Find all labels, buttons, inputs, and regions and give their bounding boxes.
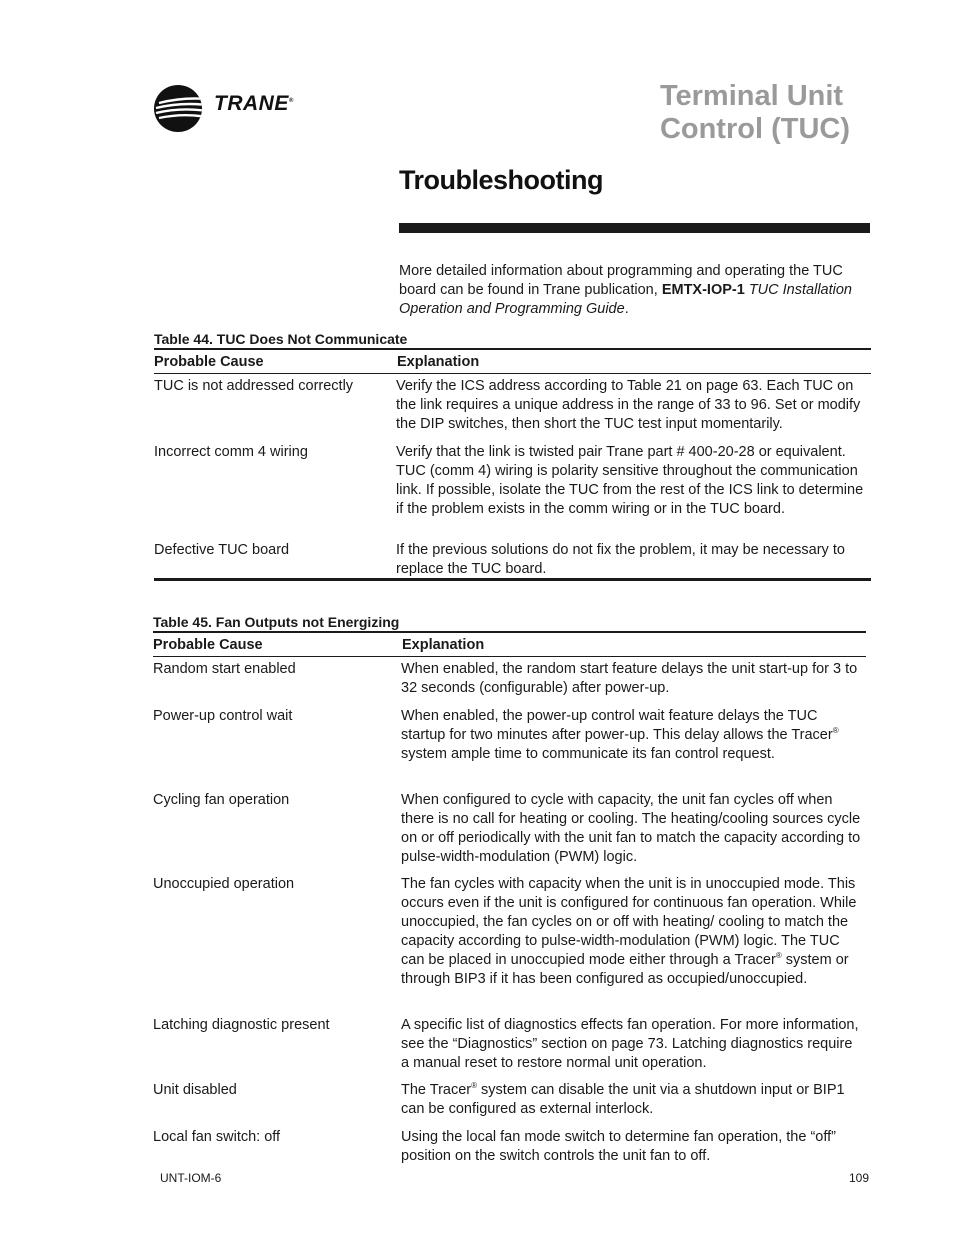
table45-row7-explanation: Using the local fan mode switch to determine fan operation, the “off” position on the switch controls the unit fan to off. (401, 1129, 836, 1164)
table45-row3-cause: Cycling fan operation (153, 792, 290, 808)
table45-row6-cause: Unit disabled (153, 1082, 237, 1098)
trane-logo-icon (153, 84, 205, 134)
table45-row4-cause: Unoccupied operation (153, 876, 295, 892)
table45-header-explanation: Explanation (402, 637, 485, 653)
footer-doc-code: UNT-IOM-6 (160, 1171, 222, 1185)
footer-page-number: 109 (849, 1171, 870, 1185)
title-rule (399, 223, 870, 233)
publication-code: EMTX-IOP-1 (661, 282, 745, 298)
table44-caption: Table 44. TUC Does Not Communicate (154, 331, 408, 347)
table45-row6-explanation: The Tracer® system can disable the unit via a shutdown input or BIP1 can be configured as external interlock. (401, 1081, 845, 1117)
brand-wordmark: TRANE® (214, 92, 294, 115)
table44-header-rule (154, 373, 871, 374)
publication-title: TUC Installation Operation and Programming Guide (399, 282, 852, 317)
table44-top-rule (154, 348, 871, 350)
table45-top-rule (153, 631, 866, 633)
table45-header-cause: Probable Cause (153, 637, 263, 653)
table45-row3-explanation: When configured to cycle with capacity, the unit fan cycles off when there is no call for heating or cooling. The heating/cooling sources cycle on or off periodically with the unit fan to match the capacity according to pulse-width-modulation (PWM) logic. (401, 792, 861, 865)
table45-row1-explanation: When enabled, the random start feature delays the unit start-up for 3 to 32 seconds (configurable) after power-up. (401, 661, 858, 696)
table44-header-cause: Probable Cause (154, 354, 264, 370)
table45-caption: Table 45. Fan Outputs not Energizing (153, 614, 400, 630)
table44-row2-cause: Incorrect comm 4 wiring (154, 444, 308, 460)
document-title-line1: Terminal Unit (659, 80, 844, 112)
table44-bottom-rule (154, 578, 871, 581)
table45-header-rule (153, 656, 866, 657)
table45-row5-explanation: A specific list of diagnostics effects fan operation. For more information, see the “Diagnostics” section on page 73. Latching diagnostics require a manual reset to restore normal unit operation. (401, 1017, 859, 1071)
table44-row2-explanation: Verify that the link is twisted pair Trane part # 400-20-28 or equivalent. TUC (comm 4) wiring is polarity sensitive throughout the communication link. If possible, isolate the TUC from the rest of the ICS link to determine if the problem exists in the comm wiring or in the TUC board. (396, 444, 864, 517)
table45-row2-cause: Power-up control wait (153, 708, 293, 724)
table45-row2-explanation: When enabled, the power-up control wait feature delays the TUC startup for two minutes after power-up. This delay allows the Tracer® system ample time to communicate its fan control request. (401, 708, 839, 762)
table45-row7-cause: Local fan switch: off (153, 1129, 281, 1145)
table44-row3-cause: Defective TUC board (154, 542, 290, 558)
intro-paragraph: More detailed information about programming and operating the TUC board can be found in Trane publication, EMTX-IOP-1 TUC Installation Operation and Programming Guide. (399, 263, 852, 317)
table44-header-explanation: Explanation (397, 354, 480, 370)
table44-row1-explanation: Verify the ICS address according to Table 21 on page 63. Each TUC on the link requires a unique address in the range of 33 to 96. Set or modify the DIP switches, then short the TUC test input momentarily. (396, 378, 861, 432)
table45-row4-explanation: The fan cycles with capacity when the unit is in unoccupied mode. This occurs even if the unit is configured for continuous fan operation. While unoccupied, the fan cycles on or off with heating/ cooling to match the capacity according to pulse-width-modulation (PWM) logic. The TUC can be placed in unoccupied mode either through a Tracer® system or through BIP3 if it has been configured as occupied/unoccupied. (401, 876, 857, 987)
table45-row5-cause: Latching diagnostic present (153, 1017, 330, 1033)
document-title (660, 80, 850, 146)
table44-row3-explanation: If the previous solutions do not fix the problem, it may be necessary to replace the TUC board. (396, 542, 845, 577)
document-title-line2: Control (TUC) (659, 113, 850, 145)
section-title: Troubleshooting (399, 165, 603, 195)
table45-row1-cause: Random start enabled (153, 661, 296, 677)
table44-row1-cause: TUC is not addressed correctly (154, 378, 354, 394)
